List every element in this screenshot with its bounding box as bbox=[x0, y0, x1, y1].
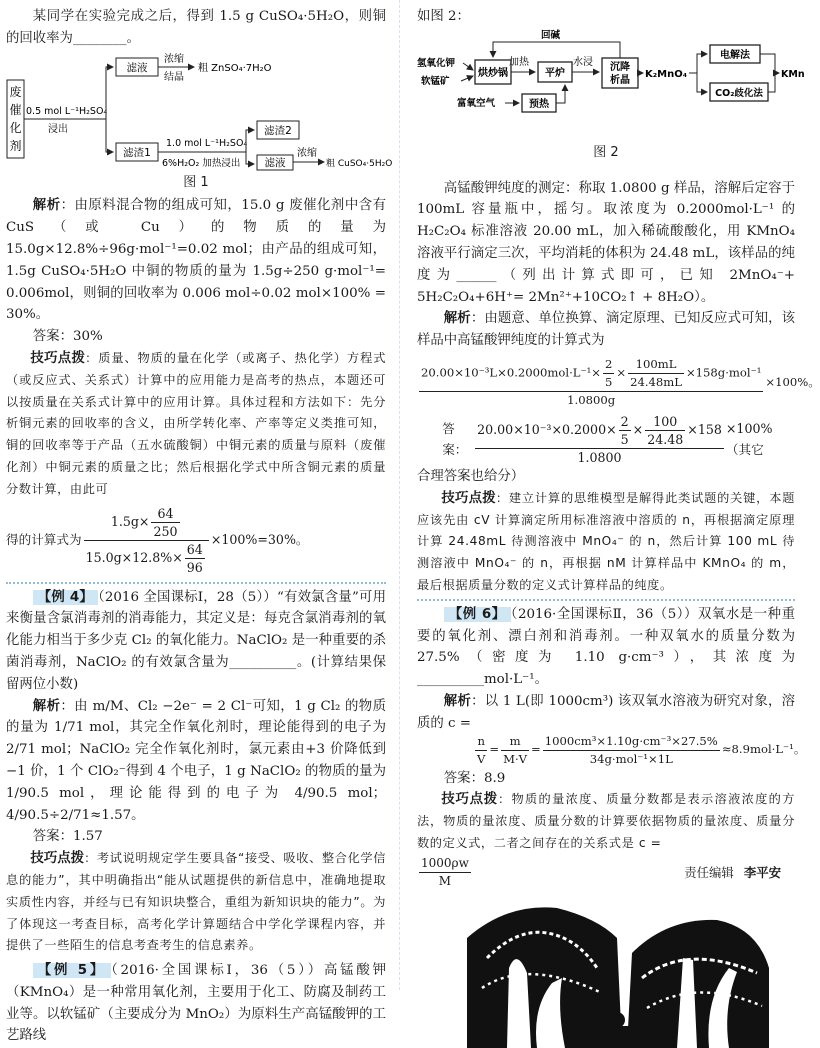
answer-5-label: 答案： bbox=[442, 420, 468, 458]
roast-label: 烘炒锅 bbox=[478, 67, 508, 79]
eq2-x: × bbox=[632, 421, 644, 437]
a6-tail: ≈8.9mol·L⁻¹。 bbox=[721, 742, 806, 757]
residue1-label: 滤渣1 bbox=[123, 146, 151, 159]
eq2-fb-d: 24.48 bbox=[647, 431, 684, 447]
box-char-3: 化 bbox=[9, 120, 22, 135]
hint-4-label: 技巧点拨 bbox=[30, 850, 85, 867]
box-char-1: 废 bbox=[9, 84, 22, 99]
example-4-tag: 【例 4】 bbox=[33, 590, 98, 605]
editor-name: 李平安 bbox=[743, 865, 781, 881]
crystal1-label: 结晶 bbox=[164, 71, 184, 83]
a6-f3-n: 1000cm³×1.10g·cm⁻³×27.5% bbox=[544, 733, 718, 748]
f-den-frac bbox=[185, 541, 205, 576]
eq2-den: 1.0800 bbox=[475, 448, 724, 466]
analysis-4 bbox=[6, 696, 386, 827]
answer-4: 答案：1.57 bbox=[32, 829, 103, 845]
example-5-text: （2016·全国课标Ⅰ，36（5））高锰酸钾（KMnO₄）是一种常用氧化剂，主要用于化工、防腐及制药工业等。以软锰矿（主要成分为 MnO₂）为原料生产高锰酸钾的工艺路线 bbox=[6, 963, 386, 1044]
eq1-fa bbox=[603, 356, 614, 391]
editor-signature bbox=[684, 862, 795, 884]
hint-label: 技巧点拨 bbox=[30, 349, 86, 366]
eq1-fb-n: 100mL bbox=[635, 356, 677, 371]
a6-f3-d: 34g·mol⁻¹×1L bbox=[543, 750, 720, 768]
elec-label: 电解法 bbox=[720, 49, 750, 61]
analysis-6-text: ：以 1 L(即 1000cm³) 该双氧水溶液为研究对象，溶质的 c = bbox=[417, 693, 795, 731]
sediment-label-2: 析晶 bbox=[610, 74, 630, 86]
eq1-tail: ×100%。 bbox=[765, 374, 820, 389]
box-char-2: 催 bbox=[9, 102, 22, 117]
recycle-label: 回碱 bbox=[541, 29, 561, 41]
h6-fn: 1000ρw bbox=[421, 855, 469, 870]
formula-tail: ×100%=30%。 bbox=[210, 532, 309, 548]
example-6 bbox=[417, 604, 795, 691]
acid2-label: 1.0 mol L⁻¹H₂SO₄ bbox=[166, 137, 248, 149]
eq1-x: × bbox=[616, 365, 627, 380]
question-5-body: 高锰酸钾纯度的测定：称取 1.0800 g 样品，溶解后定容于 100mL 容量瓶中，摇匀。取浓度为 0.2000mol·L⁻¹ 的 H₂C₂O₄ 标准溶液 20.00 mL，加入稀硫酸酸化，用 KMnO₄ 溶液平行滴定三次，平均消耗的体积为 24.48 mL，该样品的纯度为______（列出计算式即可，已知 2MnO₄⁻+ 5H₂C₂O₄+6H⁺= 2Mn²⁺+10CO₂↑ + 8H₂O）。 bbox=[417, 180, 795, 305]
acid1-label: 0.5 mol L⁻¹H₂SO₄ bbox=[26, 105, 108, 117]
hint-1-text: ：质量、物质的量在化学（或离子、热化学）方程式（或反应式、关系式）计算中的应用能力是高考的热点，本题还可以按质量在关系式计算中的应用计算。具体过程和方法如下：先分析铜元素的回收率的含义，由所学转化率、产率等定义类推可知，铜的回收率等于产品（五水硫酸铜）中铜元素的质量与原料（废催化剂）中铜元素的质量之比；然后根据化学式中所含铜元素的质量分数计算，由此可 bbox=[6, 350, 386, 496]
analysis-4-label: 解析 bbox=[32, 697, 61, 714]
formula-main-fraction bbox=[84, 505, 209, 576]
furnace-label: 平炉 bbox=[545, 67, 565, 79]
figure-1-flowchart bbox=[6, 50, 393, 170]
figure-2-flowchart bbox=[417, 28, 805, 140]
left-column bbox=[6, 6, 393, 1047]
feed2-label: 软锰矿 bbox=[421, 75, 450, 87]
answer-1: 答案：30% bbox=[32, 329, 103, 345]
f-den-frac-d: 96 bbox=[186, 559, 203, 575]
a6-f2-d: M·V bbox=[503, 751, 528, 766]
hint-6 bbox=[417, 789, 795, 854]
product-label: K₂MnO₄ bbox=[645, 68, 688, 80]
a6-f2-n: m bbox=[509, 733, 521, 748]
example-6-text: （2016·全国课标Ⅱ，36（5））双氧水是一种重要的氧化剂、漂白剂和消毒剂。一种双氧水的质量分数为 27.5%（密度为 1.10 g·cm⁻³），其浓度为__________mol·L⁻¹。 bbox=[417, 606, 795, 688]
analysis-4-text: ：由 m/M、Cl₂ −2e⁻ = 2 Cl⁻可知，1 g Cl₂ 的物质的量为 1/71 mol，其完全作氧化剂时，理论能得到的电子为 2/71 mol；NaClO₂ 完全作氧化剂时，氯元素由+3 价降低到−1 价，1 个 ClO₂⁻得到 4 个电子，1 g NaClO₂ 的物质的量为 1/90.5 mol，理论能得到的电子为 4/90.5 mol；4/90.5÷2/71≈1.57。 bbox=[6, 698, 386, 823]
equation-6: n V = m M·V = 1000cm³×1.10g·cm⁻³×27.5% 34g·mol⁻¹×1L ≈8.9mol·L⁻¹。 bbox=[477, 733, 806, 766]
eq1-fb-d: 24.48mL bbox=[630, 374, 682, 389]
a6-f3 bbox=[543, 733, 720, 768]
h6-fd: M bbox=[419, 872, 471, 890]
analysis-6-label: 解析 bbox=[443, 692, 472, 709]
formula-1 bbox=[6, 505, 386, 576]
eq2-fb-n: 100 bbox=[653, 413, 678, 429]
f-den-frac-n: 64 bbox=[186, 541, 203, 557]
a6-f2 bbox=[501, 733, 529, 768]
answer-6: 答案：8.9 bbox=[443, 770, 506, 786]
paper-cut-illustration bbox=[447, 898, 777, 1048]
leach-label: 水浸 bbox=[573, 56, 593, 68]
eq1-fa-n: 2 bbox=[604, 356, 613, 371]
analysis-label: 解析 bbox=[32, 197, 61, 214]
right-column bbox=[417, 6, 820, 1048]
figure-2-caption: 图 2 bbox=[593, 144, 619, 160]
analysis-1 bbox=[6, 195, 386, 326]
preheat-label: 预热 bbox=[529, 98, 549, 110]
hint-4 bbox=[6, 848, 386, 957]
analysis-1-text: ：由原料混合物的组成可知，15.0 g 废催化剂中含有 CuS（或 Cu）的物质的量为 15.0g×12.8%÷96g·mol⁻¹=0.02 mol；由产品的组成可知，1.5g CuSO₄·5H₂O 中铜的物质的量为 1.5g÷250 g·mol⁻¹= 0.006mol，则铜的回收率为 0.006 mol÷0.02 mol×100% = 30%。 bbox=[6, 198, 387, 323]
feed1-label: 氢氧化钾 bbox=[417, 57, 456, 69]
hint-4-text: ：考试说明规定学生要具备“接受、吸收、整合化学信息的能力”，其中明确指出“能从试题提供的新信息中，准确地提取实质性内容，并经与已有知识块整合，重组为新知识块的能力”。为了体现这一考查目标，高考化学计算题结合中学化学课程内容，并提供了一些陌生的信息考查考生的信息素养。 bbox=[6, 851, 387, 953]
eq1-fa-d: 5 bbox=[604, 374, 613, 389]
example-5-tag: 【例 5】 bbox=[33, 963, 111, 978]
a6-f1-d: V bbox=[477, 751, 486, 766]
sediment-label-1: 沉降 bbox=[610, 61, 630, 73]
figure-1-caption: 图 1 bbox=[183, 174, 209, 190]
eq2-n2: ×158 bbox=[687, 421, 722, 437]
hint-1 bbox=[6, 348, 386, 501]
a6-f1-n: n bbox=[477, 733, 485, 748]
box-char-4: 剂 bbox=[9, 138, 22, 153]
f-den-a: 15.0g×12.8%× bbox=[85, 549, 183, 565]
f-num-a: 1.5g× bbox=[110, 513, 150, 529]
leach1-label: 浸出 bbox=[48, 123, 68, 135]
conc1-label: 浓缩 bbox=[164, 53, 184, 65]
h6-fraction bbox=[419, 855, 471, 890]
eq1-den: 1.0800g bbox=[419, 391, 763, 409]
hint-5 bbox=[417, 488, 795, 597]
eq2-fb bbox=[645, 413, 685, 448]
residue2-label: 滤渣2 bbox=[264, 124, 292, 137]
column-divider bbox=[399, 0, 400, 990]
f-num-frac-n: 64 bbox=[157, 505, 174, 521]
conc2-label: 浓缩 bbox=[297, 147, 317, 159]
filtrate1-label: 滤液 bbox=[126, 61, 148, 74]
equation-1 bbox=[417, 356, 820, 409]
hint-6-text: ：物质的量浓度、质量分数都是表示溶液浓度的方法，物质的量浓度、质量分数的计算要依据物质的量浓度、质量分数的定义式，二者之间存在的关系式是 c = bbox=[417, 792, 796, 850]
heat-label: 加热 bbox=[509, 56, 529, 68]
eq2-fa-n: 2 bbox=[620, 413, 629, 429]
separator-dotted bbox=[6, 582, 386, 584]
out-label: KMn bbox=[781, 68, 805, 80]
h2o2-label: 6%H₂O₂ 加热浸出 bbox=[162, 157, 241, 169]
formula-prefix: 得的计算式为 bbox=[6, 532, 82, 548]
eq2-tail: ×100%（其它 bbox=[725, 420, 773, 458]
intro-text: 某同学在实验完成之后，得到 1.5 g CuSO₄·5H₂O，则铜的回收率为________。 bbox=[6, 9, 386, 46]
f-num-frac bbox=[151, 505, 179, 540]
example-4-text: （2016 全国课标Ⅰ，28（5））“有效氯含量”可用来衡量含氯消毒剂的消毒能力，其定义是：每克含氯消毒剂的氧化能力相当于多少克 Cl₂ 的氧化能力。NaClO₂ 是一种重要的杀菌消毒剂，NaClO₂ 的有效氯含量为__________。(计算结果保留两位小数) bbox=[6, 589, 386, 692]
product1-label: 粗 ZnSO₄·7H₂O bbox=[198, 62, 272, 74]
hint-5-text: ：建立计算的思维模型是解得此类试题的关键，本题应该先由 cV 计算滴定所用标准溶液中溶质的 n，再根据滴定原理计算 24.48mL 待测溶液中 MnO₄⁻ 的 n，然后计算 100 mL 待测溶液中 MnO₄⁻ 的 n，再根据 nM 计算样品中 KMnO₄ 的 m，最后根据质量分数的定义式计算样品的纯度。 bbox=[417, 490, 795, 592]
analysis-5-label: 解析 bbox=[443, 310, 471, 327]
eq1-n2: ×158g·mol⁻¹ bbox=[685, 365, 762, 380]
co2-label: CO₂歧化法 bbox=[715, 87, 763, 99]
editor-label: 责任编辑 bbox=[684, 865, 734, 881]
analysis-6 bbox=[417, 691, 795, 735]
example-6-tag: 【例 6】 bbox=[444, 607, 511, 622]
eq2-fraction bbox=[475, 413, 724, 466]
eq1-n1: 20.00×10⁻³L×0.2000mol·L⁻¹× bbox=[421, 365, 601, 380]
eq1-fb bbox=[628, 356, 684, 391]
eq2-fa bbox=[619, 413, 631, 448]
lead-text: 如图 2： bbox=[417, 9, 470, 24]
product2-label: 粗 CuSO₄·5H₂O bbox=[326, 158, 393, 169]
equation-2 bbox=[417, 413, 795, 466]
eq1-fraction bbox=[419, 356, 763, 409]
example-5 bbox=[6, 960, 386, 1047]
analysis-5-text: ：由题意、单位换算、滴定原理、已知反应式可知，该样品中高锰酸钾纯度的计算式为 bbox=[417, 311, 796, 349]
filtrate2-label: 滤液 bbox=[264, 156, 286, 169]
f-num-frac-d: 250 bbox=[153, 523, 178, 539]
example-4 bbox=[6, 587, 386, 696]
eq2-fa-d: 5 bbox=[620, 431, 629, 447]
eq2-n1: 20.00×10⁻³×0.2000× bbox=[477, 421, 617, 437]
air-label: 富氧空气 bbox=[457, 97, 496, 109]
answer-5-continued: 合理答案也给分） bbox=[417, 468, 525, 484]
hint-5-label: 技巧点拨 bbox=[441, 489, 496, 506]
hint-6-label: 技巧点拨 bbox=[441, 791, 498, 808]
analysis-5 bbox=[417, 308, 795, 352]
separator-dotted-2 bbox=[417, 599, 795, 601]
a6-f1 bbox=[475, 733, 487, 768]
